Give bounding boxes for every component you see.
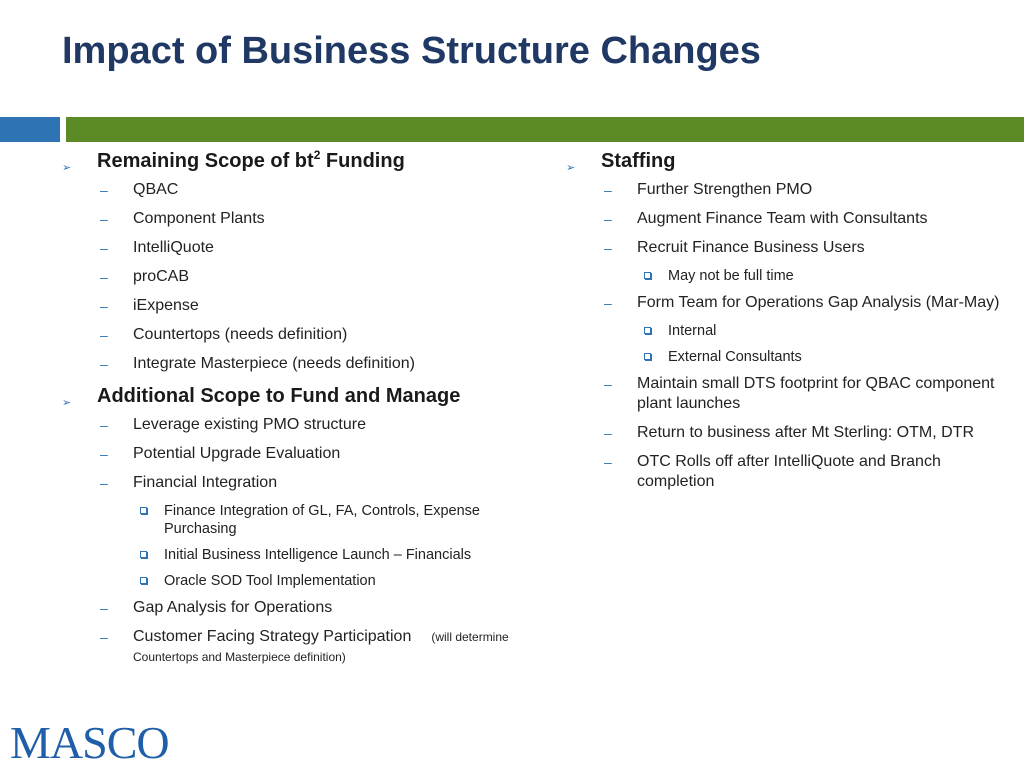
sub-list-item-label: External Consultants bbox=[668, 349, 802, 365]
square-bullet-icon bbox=[644, 327, 651, 334]
list-item-label: Further Strengthen PMO bbox=[637, 181, 813, 198]
list-item bbox=[566, 209, 1006, 229]
section-heading-staffing bbox=[566, 148, 1006, 174]
dash-bullet-icon: – bbox=[604, 454, 612, 470]
dash-bullet-icon: – bbox=[100, 182, 108, 198]
list-item-label: Maintain small DTS footprint for QBAC component plant launches bbox=[637, 375, 995, 412]
list-item bbox=[566, 374, 1006, 414]
dash-bullet-icon: – bbox=[100, 417, 108, 433]
list-item bbox=[62, 473, 542, 493]
square-bullet-icon bbox=[140, 551, 147, 558]
sub-list-item-label: Internal bbox=[668, 323, 717, 339]
list-item-label: Leverage existing PMO structure bbox=[133, 416, 366, 433]
list-item-label: Integrate Masterpiece (needs definition) bbox=[133, 355, 415, 372]
list-item bbox=[62, 267, 542, 287]
dash-bullet-icon: – bbox=[100, 629, 108, 645]
dash-bullet-icon: – bbox=[100, 211, 108, 227]
dash-bullet-icon: – bbox=[100, 446, 108, 462]
right-column bbox=[566, 148, 1006, 501]
list-item bbox=[566, 423, 1006, 443]
list-item-label: IntelliQuote bbox=[133, 239, 214, 256]
list-item-label: Potential Upgrade Evaluation bbox=[133, 445, 341, 462]
heading-superscript: 2 bbox=[313, 148, 321, 162]
dash-bullet-icon: – bbox=[604, 425, 612, 441]
section-heading-remaining-scope bbox=[62, 148, 542, 174]
slide-title: Impact of Business Structure Changes bbox=[62, 30, 761, 72]
heading-text-pre: Remaining Scope of bt bbox=[97, 150, 314, 172]
accent-bar-green bbox=[66, 117, 1024, 142]
dash-bullet-icon: – bbox=[100, 356, 108, 372]
list-item-label: Gap Analysis for Operations bbox=[133, 599, 333, 616]
dash-bullet-icon: – bbox=[100, 327, 108, 343]
dash-bullet-icon: – bbox=[100, 475, 108, 491]
dash-bullet-icon: – bbox=[100, 600, 108, 616]
list-item bbox=[62, 325, 542, 345]
list-item-label: OTC Rolls off after IntelliQuote and Branch completion bbox=[637, 453, 941, 490]
square-bullet-icon bbox=[644, 272, 651, 279]
dash-bullet-icon: – bbox=[100, 240, 108, 256]
sub-list-item-label: May not be full time bbox=[668, 268, 794, 284]
list-item-label: Component Plants bbox=[133, 210, 265, 227]
list-item-label: Financial Integration bbox=[133, 474, 278, 491]
square-bullet-icon bbox=[140, 577, 147, 584]
dash-bullet-icon: – bbox=[604, 182, 612, 198]
arrow-bullet-icon: ➢ bbox=[62, 162, 72, 174]
sub-list-item-label: Initial Business Intelligence Launch – Financials bbox=[164, 547, 472, 563]
dash-bullet-icon: – bbox=[604, 240, 612, 256]
list-item-label: Recruit Finance Business Users bbox=[637, 239, 865, 256]
accent-bar-blue bbox=[0, 117, 60, 142]
list-item bbox=[62, 209, 542, 229]
list-item bbox=[62, 238, 542, 258]
arrow-bullet-icon: ➢ bbox=[62, 397, 72, 409]
list-item bbox=[62, 627, 542, 667]
sub-list-item bbox=[62, 502, 542, 538]
arrow-bullet-icon: ➢ bbox=[566, 162, 576, 174]
list-item bbox=[62, 415, 542, 435]
sub-list-item bbox=[566, 322, 1006, 340]
sub-list-item bbox=[62, 546, 542, 564]
dash-bullet-icon: – bbox=[604, 211, 612, 227]
list-item-label: proCAB bbox=[133, 268, 190, 285]
sub-list-item-label: Finance Integration of GL, FA, Controls, Expense Purchasing bbox=[164, 503, 480, 537]
list-item-label: Form Team for Operations Gap Analysis (Mar-May) bbox=[637, 294, 1000, 311]
list-item bbox=[62, 444, 542, 464]
square-bullet-icon bbox=[140, 507, 147, 514]
heading-text: Staffing bbox=[601, 150, 676, 172]
heading-text: Additional Scope to Fund and Manage bbox=[97, 385, 461, 407]
square-bullet-icon bbox=[644, 353, 651, 360]
dash-bullet-icon: – bbox=[604, 295, 612, 311]
list-item-note: (will determine Countertops and Masterpiece definition) bbox=[133, 630, 509, 664]
list-item bbox=[566, 180, 1006, 200]
list-item-label: Augment Finance Team with Consultants bbox=[637, 210, 928, 227]
masco-logo: MASCO bbox=[10, 717, 169, 768]
sub-list-item bbox=[566, 348, 1006, 366]
list-item-label: iExpense bbox=[133, 297, 199, 314]
list-item-label: Customer Facing Strategy Participation bbox=[133, 628, 412, 645]
list-item-label: QBAC bbox=[133, 181, 179, 198]
list-item bbox=[62, 598, 542, 618]
list-item bbox=[566, 238, 1006, 258]
section-heading-additional-scope bbox=[62, 383, 542, 409]
left-column bbox=[62, 148, 542, 676]
dash-bullet-icon: – bbox=[100, 269, 108, 285]
list-item-label: Return to business after Mt Sterling: OTM, DTR bbox=[637, 424, 974, 441]
heading-text-post: Funding bbox=[320, 150, 405, 172]
sub-list-item-label: Oracle SOD Tool Implementation bbox=[164, 573, 376, 589]
dash-bullet-icon: – bbox=[604, 376, 612, 392]
list-item bbox=[566, 293, 1006, 313]
sub-list-item bbox=[566, 267, 1006, 285]
list-item bbox=[566, 452, 1006, 492]
list-item bbox=[62, 296, 542, 316]
list-item-label: Countertops (needs definition) bbox=[133, 326, 348, 343]
dash-bullet-icon: – bbox=[100, 298, 108, 314]
sub-list-item bbox=[62, 572, 542, 590]
list-item bbox=[62, 180, 542, 200]
list-item bbox=[62, 354, 542, 374]
